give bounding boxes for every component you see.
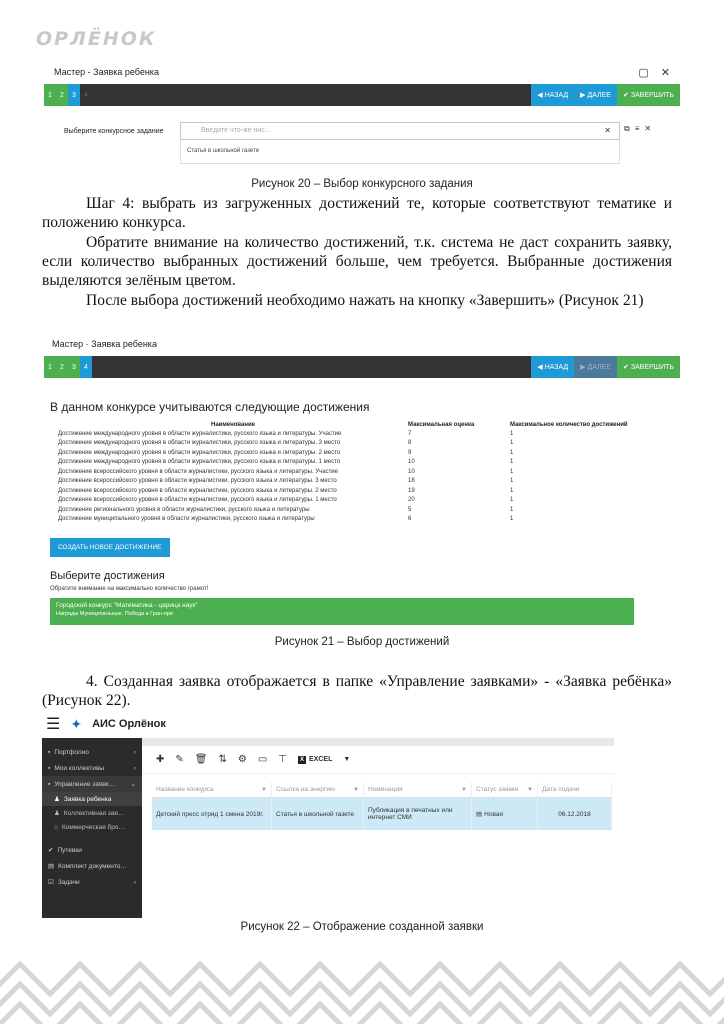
arrow-left-icon: ◀ [537,364,545,371]
excel-icon: X [300,756,305,763]
arrow-right-icon: ▶ [580,92,588,99]
cell-name: Достижение всероссийского уровня в области журналистики, русского языка и литературы. 3 место [58,478,337,485]
selected-achievement[interactable] [50,598,634,625]
clear-filter-icon[interactable]: ⊤ [278,754,288,765]
sidebar-item-tasks[interactable]: ☑ Задачи ‹ [48,878,136,886]
col-date[interactable]: Дата подачи [538,782,612,797]
menu-icon[interactable]: ☰ [46,716,61,733]
finish-button[interactable]: ✔ ЗАВЕРШИТЬ [617,84,680,106]
finish-button[interactable]: ✔ ЗАВЕРШИТЬ [617,356,680,378]
filter-icon: ▼ [353,786,359,793]
figure-20 [44,60,680,154]
caption-22: Рисунок 22 – Отображение созданной заявки [240,921,484,933]
cell-max-score: 20 [408,497,415,504]
arrow-right-icon: ▶ [580,364,588,371]
create-achievement-button[interactable]: СОЗДАТЬ НОВОЕ ДОСТИЖЕНИЕ [50,538,170,557]
achievements-heading: В данном конкурсе учитываются следующие достижения [50,400,370,414]
step-2[interactable]: 2 [56,356,68,378]
cell-max-count: 1 [510,440,514,447]
cell-max-score: 19 [408,487,415,494]
cell-max-score: 6 [408,516,412,523]
table-row[interactable] [152,798,612,830]
cell-name: Достижение международного уровня в области журналистики, русского языка и литературы. Участие [58,430,342,437]
chevron-icon: ‹ [133,878,136,886]
cell-max-score: 10 [408,468,415,475]
cell-max-score: 8 [408,440,412,447]
cell-max-count: 1 [510,516,514,523]
col-nomination[interactable]: Номинация ▼ [364,782,472,797]
sidebar [42,738,142,918]
sidebar-item-applications[interactable]: ▪ Управление заявк… ⌄ [42,776,142,792]
wizard-steps-bar [44,356,680,378]
submenu-collective-application[interactable]: ♟ Коллективная зая… [54,809,125,817]
back-button[interactable]: ◀ НАЗАД [531,356,574,378]
filter-icon: ▼ [261,786,267,793]
table-row [58,458,658,468]
cell-name: Достижение международного уровня в области журналистики, русского языка и литературы. 3 место [58,440,341,447]
check-icon: ✔ [622,92,631,99]
cell-link: Статья в школьной газете [272,798,364,830]
col-max-score: Максимальная оценка [408,421,475,428]
main-pane [142,738,614,918]
table-row [58,477,658,487]
cell-status: ▤ Новая [472,798,538,830]
col-name: Наименование [210,421,256,428]
achievements-table [58,420,658,524]
wizard-title: Мастер · Заявка ребенка [52,339,157,349]
submenu-commercial-booking[interactable]: ⌂ Коммерческая бро… [54,823,125,831]
choose-achievements-heading: Выберите достижения [50,570,165,582]
delete-icon[interactable]: 🗑 [194,754,208,765]
wizard-steps-bar [44,84,680,106]
folder-icon: ▪ [48,780,51,788]
add-icon[interactable]: ✚ [156,754,165,765]
step-3[interactable]: 3 [68,356,80,378]
cell-max-count: 1 [510,459,514,466]
paragraph-finish: После выбора достижений необходимо нажать на кнопку «Завершить» (Рисунок 21) [86,292,644,309]
cell-max-score: 7 [408,430,412,437]
step-4[interactable]: 4 [80,84,92,106]
table-row [58,429,658,439]
cell-max-score: 18 [408,478,415,485]
chevron-icon: ‹ [133,764,136,772]
next-button[interactable]: ▶ ДАЛЕЕ [574,84,617,106]
home-icon: ⌂ [54,823,58,831]
step-1[interactable]: 1 [44,356,56,378]
applications-grid [152,782,612,830]
orlyonok-logo: ОРЛЁНОК [36,28,157,50]
step-3[interactable]: 3 [68,84,80,106]
figure-22 [42,712,614,918]
sidebar-item-collectives[interactable]: ▪ Мои коллективы ‹ [48,764,136,772]
cell-max-count: 1 [510,468,514,475]
document-icon: ▤ [476,811,483,818]
cell-max-count: 1 [510,449,514,456]
paragraph-note: Обратите внимание на количество достижений, т.к. система не даст сохранить заявку, если количество выбранных достижений больше, чем требуется. Выбранные достижения выделяются зелёным цветом. [42,234,672,289]
arrow-left-icon: ◀ [537,92,545,99]
copy-icon[interactable]: ⧉ [624,124,630,133]
cell-max-count: 1 [510,497,514,504]
close-icon[interactable]: ✕ [660,66,670,79]
sidebar-item-documents[interactable]: ▤ Комплект документо… [48,862,127,870]
dropdown-caret-icon[interactable]: ▼ [343,756,351,763]
paragraph-step4-created: 4. Созданная заявка отображается в папке «Управление заявками» - «Заявка ребёнка» (Рисунок 22). [42,673,672,709]
cell-max-score: 9 [408,449,412,456]
selected-achievement-sub: Награды Муниципальные. Победа в Гран-при [56,611,173,617]
contest-task-select[interactable]: Введите что-же нис… ✕ [180,122,620,140]
remove-icon[interactable]: ✕ [644,124,652,133]
cell-name: Достижение международного уровня в области журналистики, русского языка и литературы. 1 место [58,459,341,466]
user-icon: ♟ [54,796,60,803]
check-icon: ✔ [622,364,631,371]
step-2[interactable]: 2 [56,84,68,106]
settings-icon[interactable]: ⚙ [237,754,247,765]
edit-icon[interactable]: ✎ [175,754,184,765]
table-row [58,467,658,477]
sidebar-item-portfolio[interactable]: ▪ Портфолио ‹ [48,748,136,756]
cell-name: Достижение регионального уровня в области журналистики, русского языка и литературы [58,506,310,513]
tasks-icon: ☑ [48,879,54,886]
excel-export-button[interactable]: X EXCEL [300,756,333,763]
select-label: Выберите конкурсное задание [64,128,164,135]
table-row [58,439,658,449]
list-icon[interactable]: ≡ [634,124,640,133]
table-row [58,505,658,515]
step-1[interactable]: 1 [44,84,56,106]
decorative-zigzag-border [0,944,724,1024]
cell-contest: Детский пресс отряд 1 смена 2019г. [152,798,272,830]
cell-name: Достижение международного уровня в области журналистики, русского языка и литературы. 2 место [58,449,341,456]
screen-icon[interactable]: ▭ [257,754,268,765]
cell-max-count: 1 [510,506,514,513]
figure-21 [44,332,680,617]
step-4[interactable]: 4 [80,356,92,378]
caption-20: Рисунок 20 – Выбор конкурсного задания [251,178,473,190]
cell-date: 06.12.2018 [538,798,612,830]
dropdown-option[interactable]: Статья в школьной газете [180,140,620,164]
wizard-header [44,60,680,84]
sort-icon[interactable]: ⇅ [218,754,227,765]
cell-max-count: 1 [510,478,514,485]
clear-icon[interactable]: ✕ [604,126,611,135]
col-link[interactable]: Ссылка на энергию ▼ [272,782,364,797]
cell-max-count: 1 [510,487,514,494]
table-row [58,486,658,496]
next-button[interactable]: ▶ ДАЛЕЕ [574,356,617,378]
cell-max-score: 10 [408,459,415,466]
col-status[interactable]: Статус заявки ▼ [472,782,538,797]
col-contest-name[interactable]: Название конкурса ▼ [152,782,272,797]
eagle-logo-icon: ✦ [70,715,83,732]
cell-max-score: 5 [408,506,412,513]
caption-21: Рисунок 21 – Выбор достижений [274,636,450,648]
col-max-count: Максимальное количество достижений [510,421,628,428]
chevron-icon: ‹ [133,748,136,756]
app-name: АИС Орлёнок [92,718,166,730]
briefcase-icon: ▪ [48,748,51,756]
wizard-header [44,332,680,356]
choose-note: Обратите внимание на максимально количество грамот! [50,586,209,592]
toolbar [142,746,614,774]
check-icon: ✔ [48,847,54,854]
group-icon: ▪ [48,764,51,772]
cell-name: Достижение муниципального уровня в области журналистики, русского языка и литературы [58,516,315,523]
users-icon: ♟ [54,810,60,817]
chevron-down-icon: ⌄ [130,781,136,788]
maximize-icon[interactable]: ▢ [638,66,649,79]
cell-name: Достижение всероссийского уровня в области журналистики, русского языка и литературы. Участие [58,468,338,475]
filter-icon: ▼ [527,786,533,793]
cell-max-count: 1 [510,430,514,437]
paragraph-step4: Шаг 4: выбрать из загруженных достижений те, которые соответствуют тематике и положению конкурса. [42,195,672,231]
cell-name: Достижение всероссийского уровня в области журналистики, русского языка и литературы. 1 место [58,497,337,504]
wizard-title: Мастер - Заявка ребенка [54,67,159,77]
filter-icon: ▼ [461,786,467,793]
table-row [58,496,658,506]
cell-name: Достижение всероссийского уровня в области журналистики, русского языка и литературы. 2 место [58,487,337,494]
document-icon: ▤ [48,863,55,870]
selected-achievement-title: Городской конкурс "Математика - царица наук" [56,602,198,609]
submenu-child-application[interactable]: ♟ Заявка ребенка [42,792,142,806]
cell-nomination: Публикация в печатных или интернет СМИ [364,798,472,830]
table-row [58,515,658,525]
back-button[interactable]: ◀ НАЗАД [531,84,574,106]
sidebar-item-vouchers[interactable]: ✔ Путевки [48,846,82,854]
table-row [58,448,658,458]
